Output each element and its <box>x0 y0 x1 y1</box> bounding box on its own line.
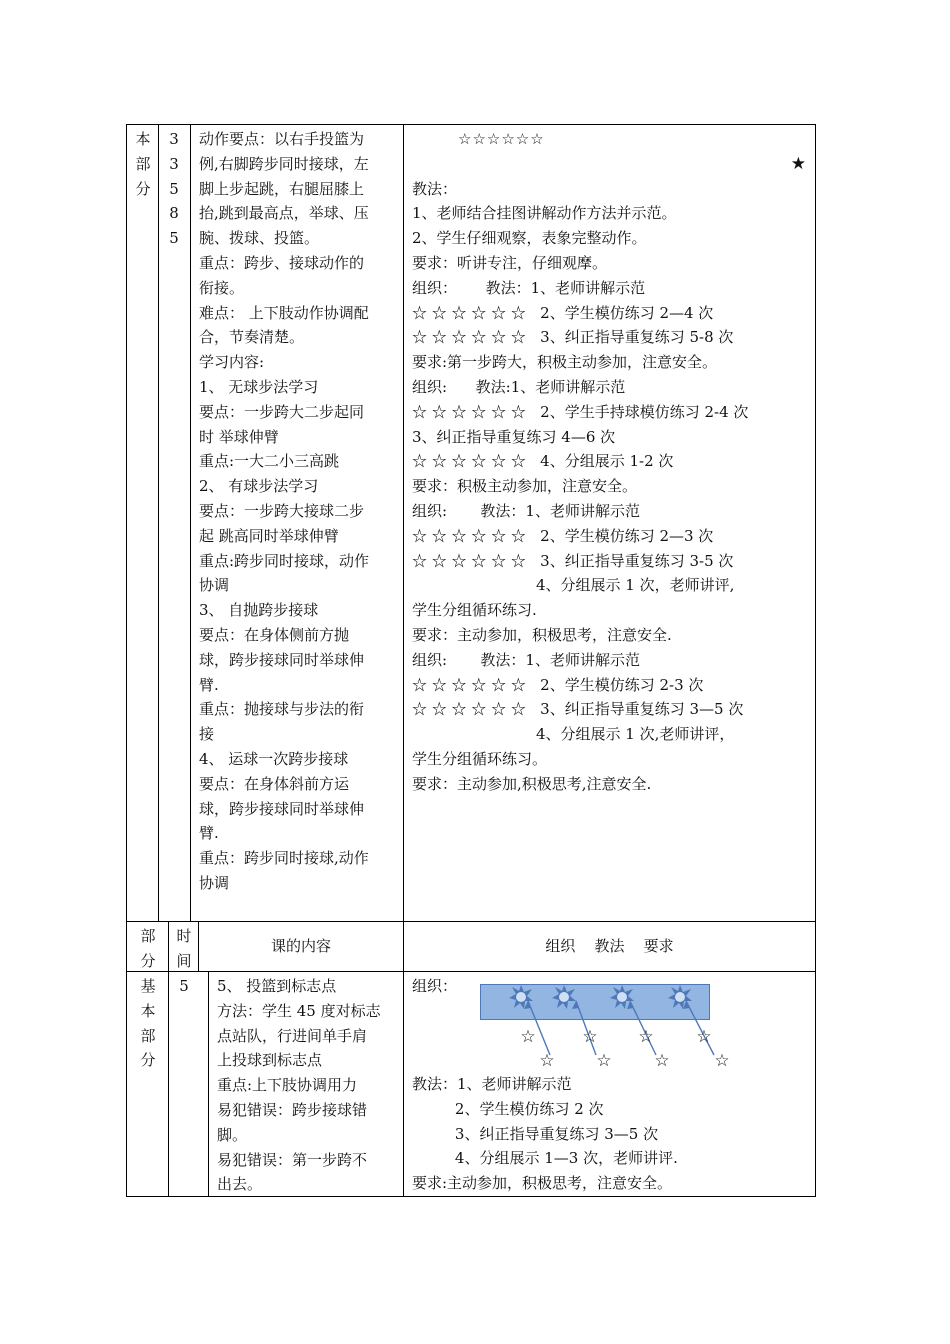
org-line: 组织: 教法：1、老师讲解示范 <box>412 501 640 520</box>
org-line: ☆ ☆ ☆ ☆ ☆ ☆ 4、分组展示 1-2 次 <box>412 452 674 471</box>
section-char: 分 <box>135 179 151 198</box>
header-time-char: 时 <box>176 927 192 945</box>
table-right-border <box>815 124 816 1197</box>
org-line: 要求：主动参加，积极思考，注意安全. <box>412 625 672 644</box>
student-stars-row: ☆☆☆☆☆☆ <box>458 130 545 148</box>
org-line: 2、学生模仿练习 2 次 <box>412 1099 604 1118</box>
time-value: 5 <box>169 229 179 248</box>
content-line: 球，跨步接球同时举球伸 <box>199 799 365 818</box>
org-line: 学生分组循环练习。 <box>412 749 548 768</box>
content-line: 2、 有球步法学习 <box>199 477 319 496</box>
section-char: 分 <box>140 1051 156 1070</box>
content-line: 易犯错误：第一步跨不 <box>217 1150 368 1169</box>
header-content: 课的内容 <box>270 937 331 955</box>
time-value: 5 <box>169 179 179 198</box>
org-line: ☆ ☆ ☆ ☆ ☆ ☆ 2、学生模仿练习 2—4 次 <box>412 303 714 322</box>
header-time <box>170 924 198 974</box>
content-line: 要点：在身体斜前方运 <box>199 774 350 793</box>
lower-divider-2b <box>208 971 209 1197</box>
header-row-bottom <box>126 971 816 972</box>
org-line: 要求:第一步跨大，积极主动参加，注意安全。 <box>412 353 718 372</box>
content-line: 要点：一步跨大二步起同 <box>199 402 365 421</box>
content-line: 重点:一大二小三高跳 <box>199 452 340 471</box>
student-star-icon: ☆ <box>638 1027 654 1047</box>
org-line: 1、老师结合挂图讲解动作方法并示范。 <box>412 204 677 223</box>
content-line: 4、 运球一次跨步接球 <box>199 749 349 768</box>
upper-divider-2 <box>190 124 191 921</box>
student-star-icon: ☆ <box>582 1027 598 1047</box>
org-line: 教法：1、老师讲解示范 <box>412 1075 572 1093</box>
org-line: 教法： <box>412 179 458 198</box>
org-line: 4、分组展示 1—3 次，老师讲评. <box>412 1149 678 1168</box>
content-line: 动作要点：以右手投篮为 <box>199 130 365 148</box>
time-value: 3 <box>169 154 179 173</box>
header-row-top <box>126 921 816 922</box>
upper-org <box>412 127 812 797</box>
org-line: 2、学生仔细观察，表象完整动作。 <box>412 229 647 248</box>
content-line: 臂. <box>199 675 219 694</box>
org-line: 3、纠正指导重复练习 3—5 次 <box>412 1124 659 1143</box>
header-org: 组织 教法 要求 <box>545 937 674 955</box>
content-line: 时 举球伸臂 <box>199 427 279 446</box>
lower-content <box>217 974 401 1197</box>
header-section <box>130 924 166 974</box>
header-section-char: 分 <box>140 951 156 970</box>
section-char: 基 <box>140 977 156 995</box>
content-line: 上投球到标志点 <box>217 1051 323 1070</box>
content-line: 脚上步起跳，右腿屈膝上 <box>199 179 365 198</box>
upper-divider-1 <box>158 124 159 921</box>
content-line: 重点：抛接球与步法的衔 <box>199 700 365 719</box>
content-line: 重点:上下肢协调用力 <box>217 1076 358 1095</box>
org-line: ☆ ☆ ☆ ☆ ☆ ☆ 3、纠正指导重复练习 3-5 次 <box>412 551 734 570</box>
content-line: 3、 自抛跨步接球 <box>199 601 319 620</box>
target-mark-icon <box>552 985 576 1009</box>
content-line: 方法：学生 45 度对标志 <box>217 1001 381 1020</box>
content-line: 脚。 <box>217 1125 248 1144</box>
org-line: 4、分组展示 1 次,老师讲评， <box>412 725 735 744</box>
lower-org-label: 组织： <box>412 977 458 995</box>
content-line: 腕、拨球、投篮。 <box>199 229 320 248</box>
content-line: 协调 <box>199 873 230 892</box>
content-line: 重点：跨步、接球动作的 <box>199 253 365 272</box>
content-line: 起 跳高同时举球伸臂 <box>199 526 339 545</box>
org-line: 学生分组循环练习. <box>412 601 537 620</box>
content-line: 1、 无球步法学习 <box>199 377 319 396</box>
org-line: ☆ ☆ ☆ ☆ ☆ ☆ 2、学生模仿练习 2—3 次 <box>412 526 714 545</box>
lower-org <box>412 1072 812 1196</box>
org-line: 3、纠正指导重复练习 4—6 次 <box>412 427 616 446</box>
org-line: 要求：积极主动参加，注意安全。 <box>412 477 638 496</box>
org-line: 组织: 教法:1、老师讲解示范 <box>412 377 626 396</box>
lower-time: 5 <box>179 977 189 995</box>
content-line: 5、 投篮到标志点 <box>217 977 337 995</box>
content-line: 要点：一步跨大接球二步 <box>199 501 365 520</box>
org-line: ☆ ☆ ☆ ☆ ☆ ☆ 2、学生手持球模仿练习 2-4 次 <box>412 402 749 421</box>
org-line: 4、分组展示 1 次，老师讲评, <box>412 576 735 595</box>
content-line: 接 <box>199 725 215 744</box>
content-line: 协调 <box>199 576 230 595</box>
student-star-icon: ☆ <box>520 1027 536 1047</box>
table-top-border <box>126 124 816 125</box>
org-line: 要求:主动参加，积极思考，注意安全。 <box>412 1174 673 1193</box>
content-line: 衔接。 <box>199 278 245 297</box>
upper-section-label <box>130 127 156 201</box>
content-line: 易犯错误：跨步接球错 <box>217 1100 368 1119</box>
org-line: 组织： 教法：1、老师讲解示范 <box>412 278 646 297</box>
time-value: 3 <box>169 130 179 148</box>
upper-time <box>162 127 186 251</box>
student-star-icon: ☆ <box>714 1051 730 1071</box>
section-char: 本 <box>140 1001 156 1020</box>
content-line: 学习内容: <box>199 353 265 372</box>
student-star-icon: ☆ <box>596 1051 612 1071</box>
student-star-icon: ☆ <box>654 1051 670 1071</box>
time-value: 8 <box>169 204 179 223</box>
shooting-diagram <box>404 975 814 1075</box>
table-left-border <box>126 124 127 1197</box>
org-line: 组织: 教法：1、老师讲解示范 <box>412 650 640 669</box>
upper-content <box>199 127 399 896</box>
org-line: ☆ ☆ ☆ ☆ ☆ ☆ 3、纠正指导重复练习 5-8 次 <box>412 328 734 347</box>
org-line: 要求：听讲专注，仔细观摩。 <box>412 253 608 272</box>
section-char: 部 <box>140 1026 156 1045</box>
content-line: 点站队，行进间单手肩 <box>217 1026 368 1045</box>
content-line: 出去。 <box>217 1175 263 1194</box>
org-line: ☆ ☆ ☆ ☆ ☆ ☆ 2、学生模仿练习 2-3 次 <box>412 675 704 694</box>
org-line: ☆ ☆ ☆ ☆ ☆ ☆ 3、纠正指导重复练习 3—5 次 <box>412 700 744 719</box>
content-line: 要点：在身体侧前方抛 <box>199 625 350 644</box>
section-char: 本 <box>135 130 151 148</box>
content-line: 合，节奏清楚。 <box>199 328 305 347</box>
student-star-icon: ☆ <box>696 1027 712 1047</box>
content-line: 臂. <box>199 824 219 843</box>
content-line: 重点:跨步同时接球，动作 <box>199 551 370 570</box>
content-line: 重点：跨步同时接球,动作 <box>199 849 369 868</box>
lower-section-label <box>130 974 166 1073</box>
header-time-char: 间 <box>176 951 192 970</box>
content-line: 球，跨步接球同时举球伸 <box>199 650 365 669</box>
content-line: 难点： 上下肢动作协调配 <box>199 303 369 322</box>
student-star-icon: ☆ <box>539 1051 555 1071</box>
content-line: 例,右脚跨步同时接球，左 <box>199 154 369 173</box>
header-section-char: 部 <box>140 927 156 945</box>
content-line: 抬,跳到最高点，举球、压 <box>199 204 369 223</box>
section-char: 部 <box>135 154 151 173</box>
lower-divider-1 <box>168 921 169 1197</box>
teacher-star-icon: ★ <box>790 153 806 174</box>
org-line: 要求：主动参加,积极思考,注意安全. <box>412 774 652 793</box>
